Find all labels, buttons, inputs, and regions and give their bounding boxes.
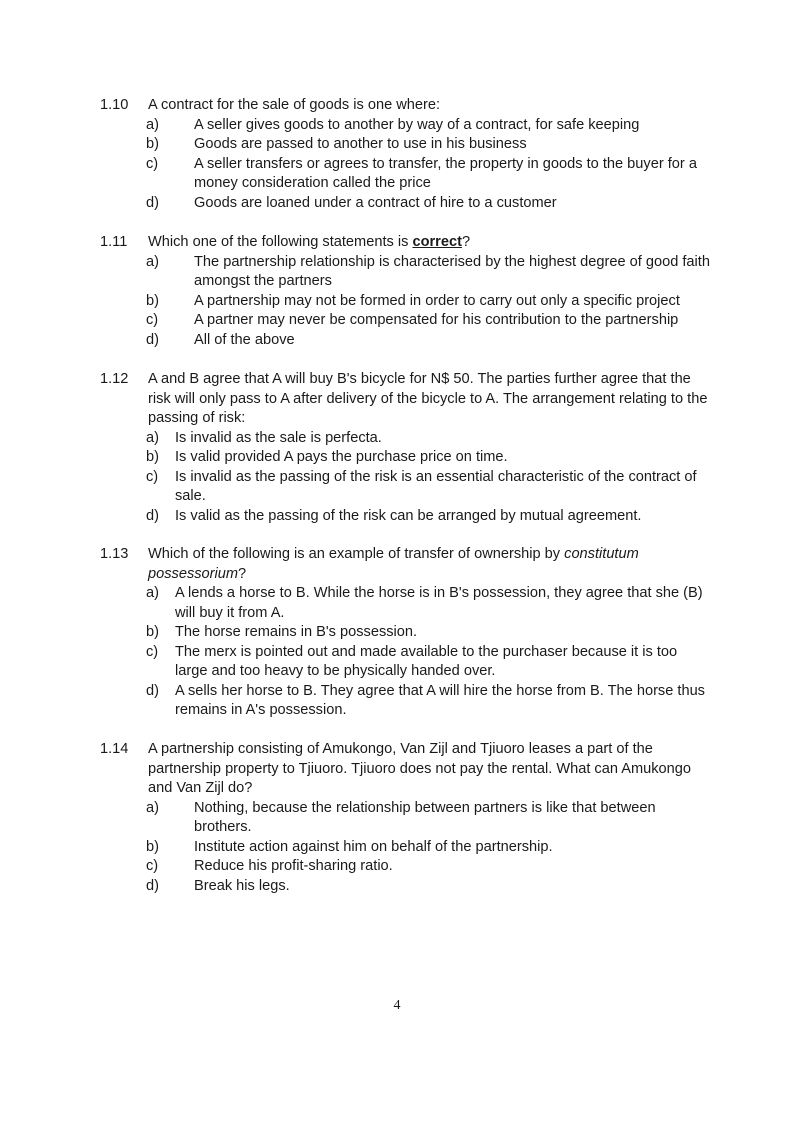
question-number: 1.12 bbox=[100, 371, 129, 387]
stem-text: Which one of the following statements is bbox=[148, 234, 413, 250]
stem-text-end: ? bbox=[461, 234, 471, 250]
options-list bbox=[100, 116, 710, 214]
option-letter: c) bbox=[146, 858, 159, 874]
option-c bbox=[100, 468, 710, 507]
option-text: A partner may never be compensated for his contribution to the partnership bbox=[194, 312, 679, 328]
option-letter: a) bbox=[146, 799, 159, 816]
option-text: A sells her horse to B. They agree that A will hire the horse from B. The horse thus remains in A's possession. bbox=[175, 682, 705, 718]
option-letter: a) bbox=[146, 116, 159, 133]
option-letter: d) bbox=[146, 682, 159, 699]
question-1-13 bbox=[100, 545, 710, 721]
stem-text-end: ? bbox=[238, 565, 247, 582]
option-text: Break his legs. bbox=[194, 877, 290, 894]
question-number: 1.14 bbox=[100, 741, 129, 757]
option-d bbox=[100, 877, 710, 897]
option-c bbox=[100, 311, 710, 331]
option-d bbox=[100, 507, 710, 527]
option-b bbox=[100, 448, 710, 468]
option-text: Nothing, because the relationship between partners is like that between brothers. bbox=[194, 799, 656, 835]
option-text: The partnership relationship is characterised by the highest degree of good faith amongst the partners bbox=[194, 253, 710, 289]
option-text: The merx is pointed out and made available to the purchaser because it is too large and too heavy to be physically handed over. bbox=[175, 643, 678, 679]
question-number: 1.13 bbox=[100, 546, 129, 562]
options-list bbox=[100, 253, 710, 351]
question-1-12 bbox=[100, 370, 710, 526]
option-letter: c) bbox=[146, 155, 159, 172]
option-a bbox=[100, 116, 710, 136]
question-number: 1.11 bbox=[100, 234, 128, 250]
option-letter: b) bbox=[146, 838, 159, 855]
option-letter: d) bbox=[146, 507, 159, 524]
option-a bbox=[100, 429, 710, 449]
question-1-14 bbox=[100, 740, 710, 896]
option-text: Is valid provided A pays the purchase price on time. bbox=[175, 449, 508, 465]
option-letter: b) bbox=[146, 449, 159, 465]
option-b bbox=[100, 838, 710, 858]
option-b bbox=[100, 292, 710, 312]
option-letter: a) bbox=[146, 253, 159, 270]
option-text: Goods are loaned under a contract of hire to a customer bbox=[194, 194, 557, 211]
option-text: Reduce his profit-sharing ratio. bbox=[194, 858, 393, 874]
option-letter: c) bbox=[146, 312, 159, 328]
option-text: Goods are passed to another to use in his business bbox=[194, 136, 527, 152]
option-letter: c) bbox=[146, 468, 159, 485]
question-stem: A and B agree that A will buy B's bicycle for N$ 50. The parties further agree that the risk will only pass to A after delivery of the bicycle to A. The arrangement relating to the passing of risk: bbox=[148, 371, 708, 426]
option-text: The horse remains in B's possession. bbox=[175, 624, 418, 640]
option-c bbox=[100, 155, 710, 194]
stem-emphasis: correct bbox=[412, 234, 462, 250]
option-letter: a) bbox=[146, 429, 159, 446]
option-letter: d) bbox=[146, 877, 159, 894]
options-list bbox=[100, 799, 710, 897]
question-stem: A partnership consisting of Amukongo, Van Zijl and Tjiuoro leases a part of the partnership property to Tjiuoro. Tjiuoro does not pay the rental. What can Amukongo and Van Zijl do? bbox=[148, 741, 691, 796]
stem-italic-term: constitutum possessorium bbox=[148, 546, 639, 582]
stem-text: Which of the following is an example of transfer of ownership by bbox=[148, 546, 565, 562]
question-1-10 bbox=[100, 96, 710, 213]
option-b bbox=[100, 623, 710, 643]
option-text: A seller transfers or agrees to transfer, the property in goods to the buyer for a money consideration called the price bbox=[194, 155, 697, 191]
option-d bbox=[100, 682, 710, 721]
option-text: Is invalid as the passing of the risk is an essential characteristic of the contract of sale. bbox=[175, 468, 697, 504]
option-letter: d) bbox=[146, 331, 159, 348]
option-letter: a) bbox=[146, 585, 159, 601]
question-stem bbox=[148, 545, 710, 584]
question-stem: A contract for the sale of goods is one where: bbox=[148, 97, 441, 113]
page-number: 4 bbox=[393, 998, 401, 1013]
question-1-11 bbox=[100, 233, 710, 350]
option-text: All of the above bbox=[194, 331, 295, 348]
option-a bbox=[100, 253, 710, 292]
option-d bbox=[100, 194, 710, 214]
option-a bbox=[100, 584, 710, 623]
option-c bbox=[100, 643, 710, 682]
option-d bbox=[100, 331, 710, 351]
option-text: Is valid as the passing of the risk can be arranged by mutual agreement. bbox=[175, 507, 642, 524]
question-number: 1.10 bbox=[100, 97, 129, 113]
option-text: Institute action against him on behalf of the partnership. bbox=[194, 838, 553, 855]
option-b bbox=[100, 135, 710, 155]
options-list bbox=[100, 429, 710, 527]
option-text: A seller gives goods to another by way of a contract, for safe keeping bbox=[194, 116, 640, 133]
option-c bbox=[100, 857, 710, 877]
option-letter: d) bbox=[146, 194, 159, 211]
option-text: A partnership may not be formed in order to carry out only a specific project bbox=[194, 292, 680, 309]
options-list bbox=[100, 584, 710, 721]
option-text: A lends a horse to B. While the horse is in B's possession, they agree that she (B) will buy it from A. bbox=[175, 585, 703, 621]
option-letter: b) bbox=[146, 624, 159, 640]
option-a bbox=[100, 799, 710, 838]
question-stem bbox=[148, 233, 710, 253]
option-letter: b) bbox=[146, 292, 159, 309]
option-letter: c) bbox=[146, 643, 159, 660]
option-letter: b) bbox=[146, 136, 159, 152]
option-text: Is invalid as the sale is perfecta. bbox=[175, 429, 382, 446]
